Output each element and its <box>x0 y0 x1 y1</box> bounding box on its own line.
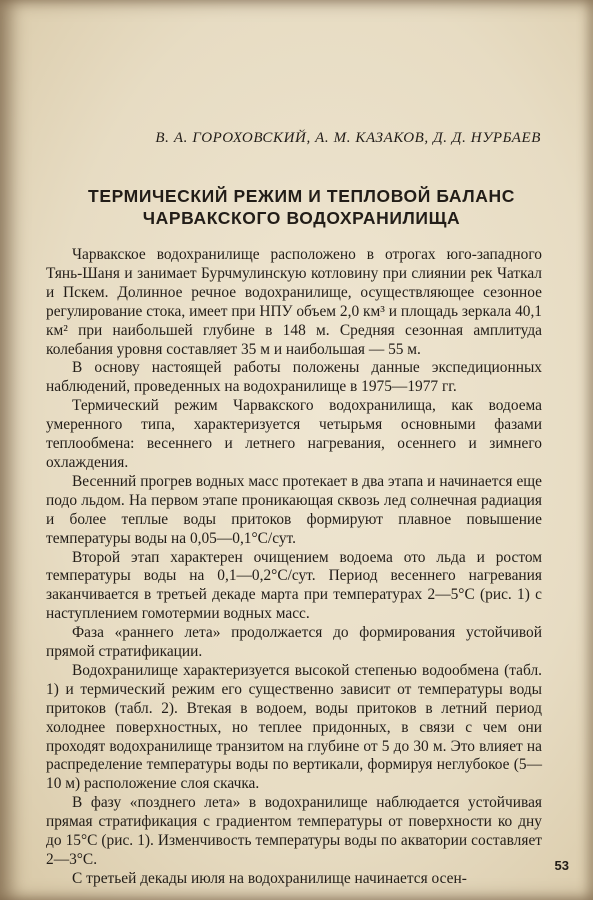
paragraph: В фазу «позднего лета» в водохранилище наблюдается устойчивая прямая стратификация с градиентом температуры от поверхности ко дну до 15°С (рис. 1). Изменчивость температуры воды по акватории составляет 2—3°С. <box>46 794 542 868</box>
article-body <box>46 246 542 889</box>
title-line-2: ЧАРВАКСКОГО ВОДОХРАНИЛИЩА <box>142 208 461 228</box>
paragraph: Чарвакское водохранилище расположено в отрогах юго-западного Тянь-Шаня и занимает Бурчмулинскую котловину при слиянии рек Чаткал и Пскем. Долинное речное водохранилище, осуществляющее сезонное регулирование стока, имеет при НПУ объем 2,0 км³ и площадь зеркала 40,1 км² при наибольшей глубине в 148 м. Средняя сезонная амплитуда колебания уровня составляет 35 м и наибольшая — 55 м. <box>46 246 542 358</box>
title-line-1: ТЕРМИЧЕСКИЙ РЕЖИМ И ТЕПЛОВОЙ БАЛАНС <box>88 186 515 206</box>
paragraph: В основу настоящей работы положены данные экспедиционных наблюдений, проведенных на водохранилище в 1975—1977 гг. <box>46 359 542 396</box>
article-title <box>50 185 553 229</box>
authors-line: В. А. ГОРОХОВСКИЙ, А. М. КАЗАКОВ, Д. Д. НУРБАЕВ <box>155 130 541 146</box>
page-number: 53 <box>554 858 569 873</box>
paragraph: С третьей декады июля на водохранилище начинается осен- <box>72 869 467 887</box>
paragraph: Водохранилище характеризуется высокой степенью водообмена (табл. 1) и термический режим его существенно зависит от температуры воды притоков (табл. 2). Втекая в водоем, воды притоков в летний период холоднее поверхностных, но теплее придонных, в связи с чем они проходят водохранилище транзитом на глубине от 5 до 30 м. Это влияет на распределение температуры воды по вертикали, формируя неглубокое (5—10 м) расположение слоя скачка. <box>46 661 542 793</box>
paragraph: Весенний прогрев водных масс протекает в два этапа и начинается еще подо льдом. На первом этапе проникающая сквозь лед солнечная радиация и более теплые воды притоков формируют плавное повышение температуры воды на 0,05—0,1°С/сут. <box>46 472 542 547</box>
paragraph: Второй этап характерен очищением водоема ото льда и ростом температуры воды на 0,1—0,2°С/сут. Период весеннего нагревания заканчивается в третьей декаде марта при температурах 2—5°С (рис. 1) с наступлением гомотермии водных масс. <box>46 548 542 623</box>
paragraph: Фаза «раннего лета» продолжается до формирования устойчивой прямой стратификации. <box>46 624 542 661</box>
paragraph: Термический режим Чарвакского водохранилища, как водоема умеренного типа, характеризуется четырьмя основными фазами теплообмена: весеннего и летнего нагревания, осеннего и зимнего охлаждения. <box>46 397 542 471</box>
